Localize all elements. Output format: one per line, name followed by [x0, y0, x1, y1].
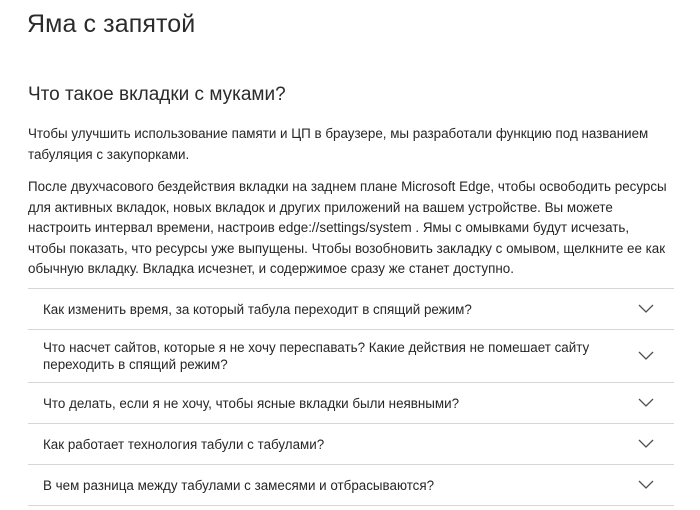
faq-item-difference[interactable]	[28, 465, 674, 506]
faq-question: В чем разница между табулами с замесями и отбрасываются?	[43, 477, 435, 493]
intro-paragraph: Чтобы улучшить использование памяти и ЦП в браузере, мы разработали функцию под названием табуляция с закупорками.	[28, 126, 649, 162]
faq-question: Что насчет сайтов, которые я не хочу переспавать? Какие действия не помешает сайту переходить в спящий режим?	[43, 340, 590, 372]
faq-item-how-it-works[interactable]	[28, 424, 674, 465]
details-paragraph: После двухчасового бездействия вкладки на заднем плане Microsoft Edge, чтобы освободить ресурсы для активных вкладок, новых вкладок и других приложений на вашем устройстве. Вы можете настроить интервал времени, настроив edge://settings/system . Ямы с омывками будут исчезать, чтобы показать, что ресурсы уже выпущены. Чтобы возобновить закладку с омывом, щелкните ее как обычную вкладку. Вкладка исчезнет, и содержимое сразу же станет доступно.	[28, 179, 667, 276]
faq-item-exclude-sites[interactable]	[28, 330, 674, 383]
chevron-down-icon[interactable]	[638, 398, 654, 408]
faq-accordion	[28, 288, 674, 506]
faq-item-disable-fading[interactable]	[28, 383, 674, 424]
faq-question: Как изменить время, за который табула переходит в спящий режим?	[43, 301, 472, 317]
chevron-down-icon[interactable]	[638, 351, 654, 361]
section-title: Что такое вкладки с муками?	[28, 84, 286, 105]
chevron-down-icon[interactable]	[638, 439, 654, 449]
chevron-down-icon[interactable]	[638, 304, 654, 314]
page-title: Яма с запятой	[27, 10, 196, 38]
chevron-down-icon[interactable]	[638, 480, 654, 490]
faq-question: Как работает технология табули с табулами?	[43, 436, 325, 452]
faq-item-change-sleep-time[interactable]	[28, 289, 674, 330]
faq-question: Что делать, если я не хочу, чтобы ясные вкладки были неявными?	[43, 395, 460, 411]
